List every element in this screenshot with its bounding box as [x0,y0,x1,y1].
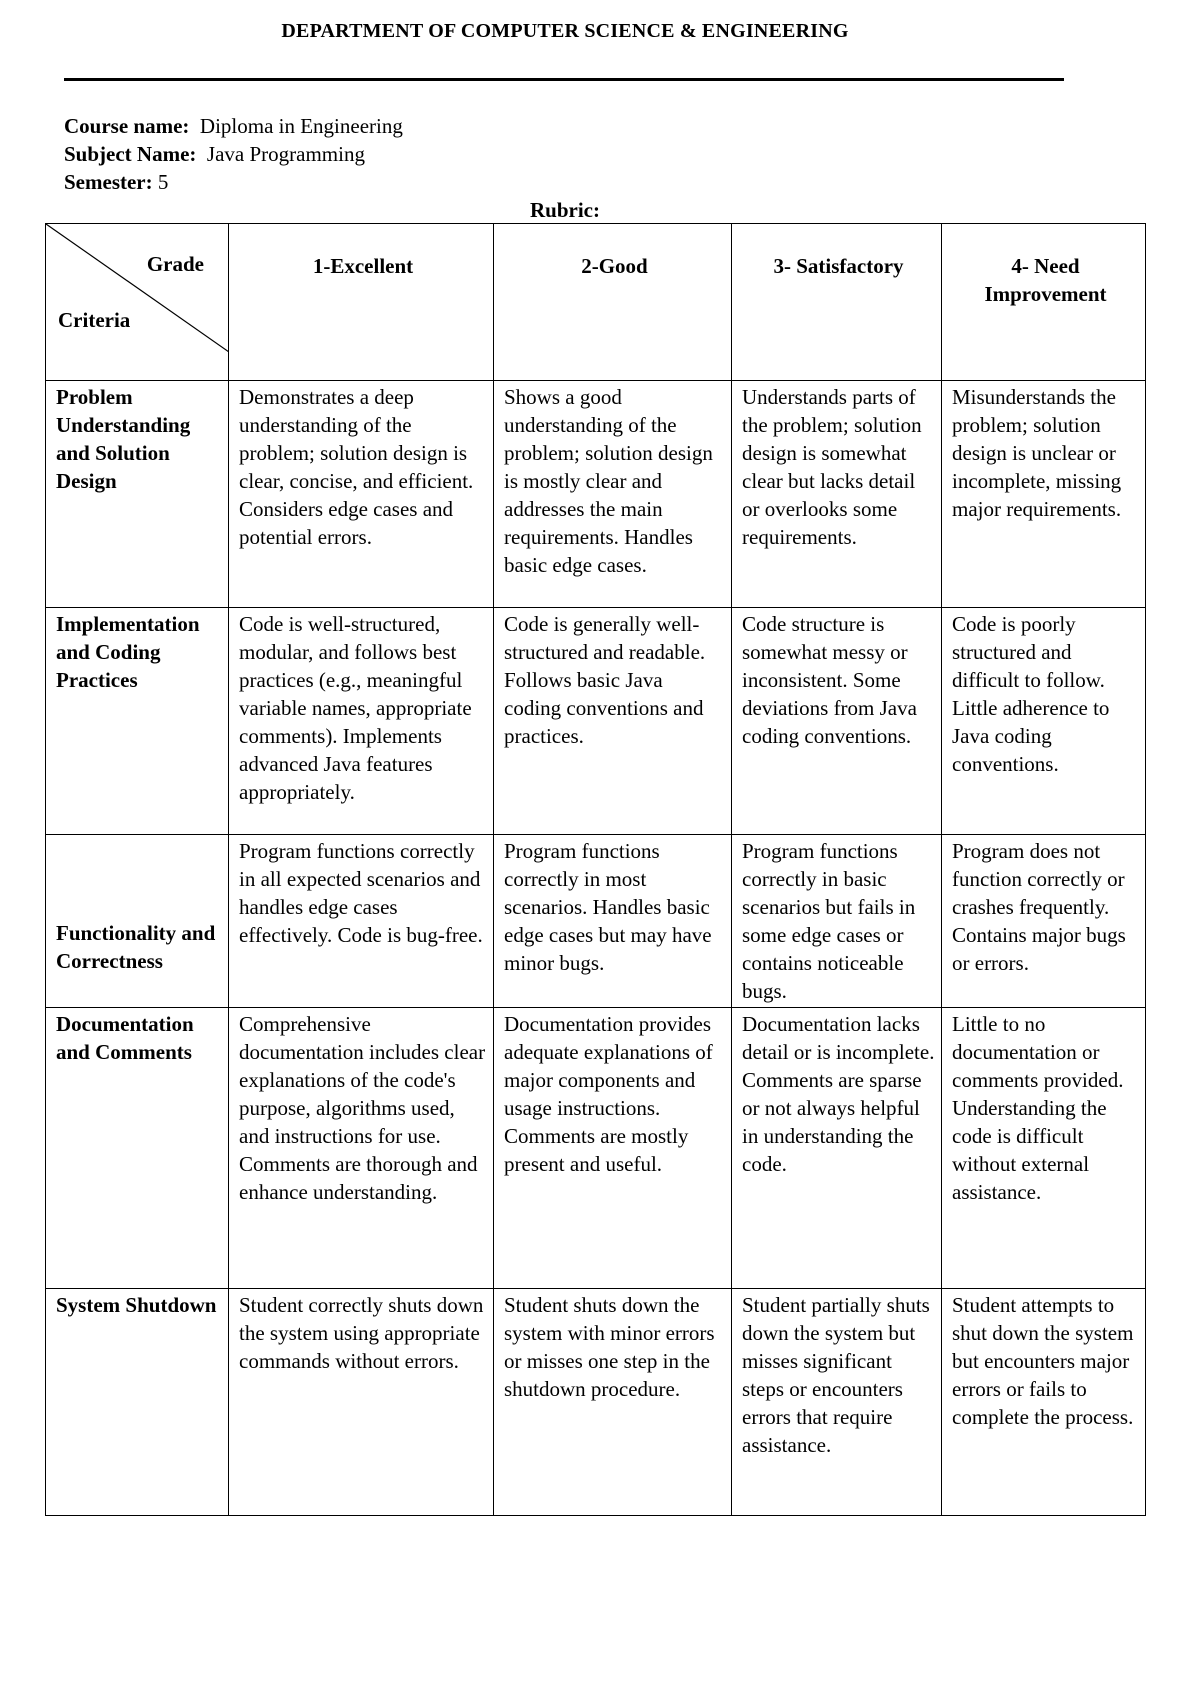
course-name-label: Course name: [64,114,190,138]
rubric-cell: Documentation lacks detail or is incomplete. Comments are sparse or not always helpful in understanding the code. [732,1008,942,1289]
criterion-problem-understanding: Problem Understanding and Solution Design [46,381,229,608]
criterion-documentation: Documentation and Comments [46,1008,229,1289]
rubric-cell: Code is well-structured, modular, and follows best practices (e.g., meaningful variable names, appropriate comments). Implements advanced Java features appropriately. [229,608,494,835]
rubric-cell: Code structure is somewhat messy or inconsistent. Some deviations from Java coding conventions. [732,608,942,835]
table-row [46,608,1146,835]
course-name-line [64,112,403,140]
rubric-cell: Program functions correctly in all expected scenarios and handles edge cases effectively. Code is bug-free. [229,835,494,1008]
grade-header-row [46,224,1146,381]
rubric-cell: Comprehensive documentation includes clear explanations of the code's purpose, algorithms used, and instructions for use. Comments are thorough and enhance understanding. [229,1008,494,1289]
grade-header-satisfactory: 3- Satisfactory [732,224,942,381]
corner-criteria-label: Criteria [58,308,131,332]
criterion-functionality [46,835,229,1008]
rubric-cell: Code is poorly structured and difficult to follow. Little adherence to Java coding conventions. [942,608,1146,835]
rubric-cell: Documentation provides adequate explanations of major components and usage instructions. Comments are mostly present and useful. [494,1008,732,1289]
rubric-cell: Program does not function correctly or crashes frequently. Contains major bugs or errors. [942,835,1146,1008]
rubric-cell: Misunderstands the problem; solution design is unclear or incomplete, missing major requirements. [942,381,1146,608]
rubric-cell: Shows a good understanding of the problem; solution design is mostly clear and addresses the main requirements. Handles basic edge cases. [494,381,732,608]
rubric-cell: Program functions correctly in basic scenarios but fails in some edge cases or contains noticeable bugs. [732,835,942,1008]
grade-header-excellent: 1-Excellent [229,224,494,381]
subject-name-label: Subject Name: [64,142,197,166]
criterion-implementation: Implementation and Coding Practices [46,608,229,835]
corner-grade-label: Grade [146,252,204,276]
rubric-cell: Little to no documentation or comments provided. Understanding the code is difficult without external assistance. [942,1008,1146,1289]
grade-header-need-improvement: 4- Need Improvement [942,224,1146,381]
criterion-system-shutdown: System Shutdown [46,1289,229,1516]
rubric-cell: Student attempts to shut down the system but encounters major errors or fails to complete the process. [942,1289,1146,1516]
table-row [46,835,1146,1008]
subject-name-line [64,140,365,168]
department-title: DEPARTMENT OF COMPUTER SCIENCE & ENGINEERING [281,20,849,42]
grade-header-good: 2-Good [494,224,732,381]
rubric-cell: Student correctly shuts down the system using appropriate commands without errors. [229,1289,494,1516]
header-divider [64,78,1064,81]
table-row [46,1289,1146,1516]
semester-label: Semester: [64,170,153,194]
rubric-title: Rubric: [530,198,600,222]
rubric-table [45,223,1146,1516]
semester-line [64,168,168,196]
criterion-functionality-text: Functionality and Correctness [56,921,216,973]
grade-criteria-corner-cell [46,224,229,381]
course-name-value: Diploma in Engineering [199,114,403,138]
rubric-cell: Program functions correctly in most scenarios. Handles basic edge cases but may have minor bugs. [494,835,732,1008]
rubric-cell: Demonstrates a deep understanding of the problem; solution design is clear, concise, and efficient. Considers edge cases and potential errors. [229,381,494,608]
subject-name-value: Java Programming [206,142,365,166]
rubric-cell: Student partially shuts down the system but misses significant steps or encounters errors that require assistance. [732,1289,942,1516]
table-row [46,1008,1146,1289]
table-row [46,381,1146,608]
semester-value: 5 [157,170,169,194]
rubric-cell: Code is generally well-structured and readable. Follows basic Java coding conventions and practices. [494,608,732,835]
rubric-cell: Student shuts down the system with minor errors or misses one step in the shutdown procedure. [494,1289,732,1516]
rubric-cell: Understands parts of the problem; solution design is somewhat clear but lacks detail or overlooks some requirements. [732,381,942,608]
